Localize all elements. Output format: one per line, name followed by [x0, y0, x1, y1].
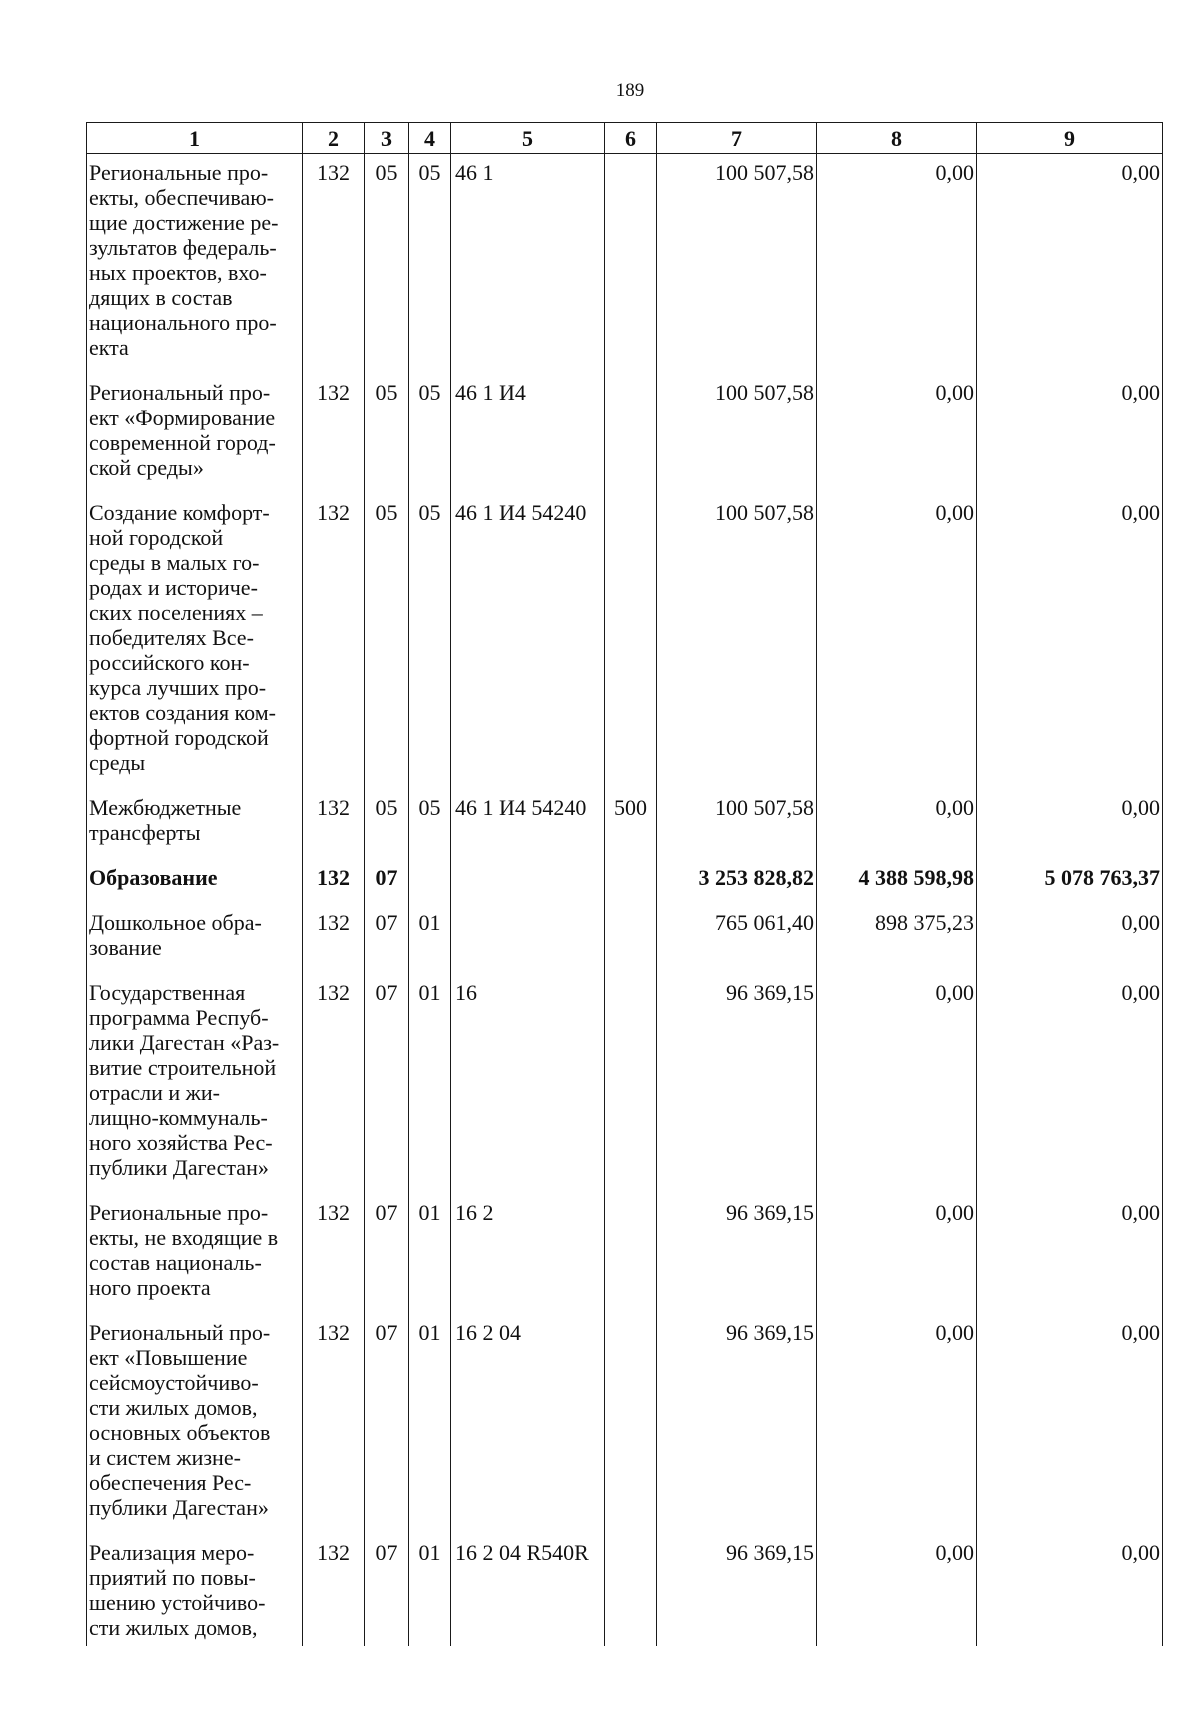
row-amount-year-1: 3 253 828,82 [657, 859, 817, 904]
row-amount-year-2: 0,00 [817, 1194, 977, 1314]
row-expense-type [605, 1314, 657, 1534]
row-subsection-code: 01 [409, 974, 451, 1194]
row-target-article: 46 1 И4 54240 [451, 494, 605, 789]
row-amount-year-3: 0,00 [977, 374, 1163, 494]
row-amount-year-1: 100 507,58 [657, 154, 817, 375]
row-amount-year-2: 0,00 [817, 789, 977, 859]
row-amount-year-3: 0,00 [977, 789, 1163, 859]
table-row [87, 1314, 1163, 1534]
row-ministry-code: 132 [303, 1534, 365, 1646]
row-amount-year-1: 100 507,58 [657, 374, 817, 494]
row-amount-year-2: 0,00 [817, 1314, 977, 1534]
row-name: Региональные про- екты, обеспечиваю- щие достижение ре- зультатов федераль- ных проектов, вхо- дящих в состав национального про- екта [87, 154, 303, 375]
row-target-article: 46 1 И4 [451, 374, 605, 494]
row-subsection-code: 05 [409, 494, 451, 789]
row-name: Межбюджетные трансферты [87, 789, 303, 859]
row-name: Создание комфорт- ной городской среды в малых го- родах и историче- ских поселениях – победителях Все- российского кон- курса лучших про- ектов создания ком- фортной городской среды [87, 494, 303, 789]
row-target-article [451, 904, 605, 974]
row-expense-type [605, 859, 657, 904]
row-expense-type [605, 154, 657, 375]
table-body [87, 154, 1163, 1647]
row-amount-year-3: 5 078 763,37 [977, 859, 1163, 904]
row-amount-year-1: 96 369,15 [657, 1194, 817, 1314]
row-subsection-code: 01 [409, 1194, 451, 1314]
row-section-code: 05 [365, 789, 409, 859]
row-target-article: 16 [451, 974, 605, 1194]
row-ministry-code: 132 [303, 1194, 365, 1314]
row-name: Региональный про- ект «Формирование современной город- ской среды» [87, 374, 303, 494]
row-amount-year-1: 765 061,40 [657, 904, 817, 974]
row-subsection-code: 01 [409, 1534, 451, 1646]
row-target-article: 16 2 04 R540R [451, 1534, 605, 1646]
row-amount-year-3: 0,00 [977, 904, 1163, 974]
header-cell: 5 [451, 123, 605, 154]
table-row [87, 789, 1163, 859]
row-expense-type [605, 1194, 657, 1314]
row-amount-year-2: 0,00 [817, 154, 977, 375]
row-subsection-code: 05 [409, 374, 451, 494]
row-ministry-code: 132 [303, 789, 365, 859]
row-name: Региональный про- ект «Повышение сейсмоустойчиво- сти жилых домов, основных объектов и систем жизне- обеспечения Рес- публики Дагестан» [87, 1314, 303, 1534]
table-row [87, 1534, 1163, 1646]
table-row [87, 154, 1163, 375]
row-expense-type: 500 [605, 789, 657, 859]
row-amount-year-3: 0,00 [977, 1534, 1163, 1646]
row-name: Государственная программа Респуб- лики Дагестан «Раз- витие строительной отрасли и жи- лищно-коммуналь- ного хозяйства Рес- публики Дагестан» [87, 974, 303, 1194]
header-cell: 9 [977, 123, 1163, 154]
row-amount-year-3: 0,00 [977, 1314, 1163, 1534]
row-target-article: 46 1 И4 54240 [451, 789, 605, 859]
row-target-article: 16 2 04 [451, 1314, 605, 1534]
row-target-article [451, 859, 605, 904]
row-name: Региональные про- екты, не входящие в состав националь- ного проекта [87, 1194, 303, 1314]
header-cell: 7 [657, 123, 817, 154]
row-expense-type [605, 904, 657, 974]
row-amount-year-2: 4 388 598,98 [817, 859, 977, 904]
row-amount-year-2: 0,00 [817, 374, 977, 494]
row-section-code: 07 [365, 1314, 409, 1534]
table-row [87, 374, 1163, 494]
row-ministry-code: 132 [303, 154, 365, 375]
header-cell: 3 [365, 123, 409, 154]
row-name: Образование [87, 859, 303, 904]
row-subsection-code [409, 859, 451, 904]
row-subsection-code: 05 [409, 789, 451, 859]
row-section-code: 05 [365, 154, 409, 375]
header-cell: 6 [605, 123, 657, 154]
table-row [87, 494, 1163, 789]
header-cell: 8 [817, 123, 977, 154]
row-expense-type [605, 374, 657, 494]
row-section-code: 07 [365, 974, 409, 1194]
row-target-article: 46 1 [451, 154, 605, 375]
row-amount-year-2: 0,00 [817, 1534, 977, 1646]
row-name: Реализация меро- приятий по повы- шению устойчиво- сти жилых домов, [87, 1534, 303, 1646]
row-expense-type [605, 1534, 657, 1646]
row-section-code: 05 [365, 374, 409, 494]
row-amount-year-1: 96 369,15 [657, 974, 817, 1194]
row-target-article: 16 2 [451, 1194, 605, 1314]
row-amount-year-3: 0,00 [977, 154, 1163, 375]
row-ministry-code: 132 [303, 904, 365, 974]
row-amount-year-3: 0,00 [977, 1194, 1163, 1314]
row-amount-year-2: 898 375,23 [817, 904, 977, 974]
header-cell: 1 [87, 123, 303, 154]
header-cell: 4 [409, 123, 451, 154]
row-amount-year-1: 96 369,15 [657, 1314, 817, 1534]
row-subsection-code: 05 [409, 154, 451, 375]
row-section-code: 07 [365, 904, 409, 974]
table-row [87, 974, 1163, 1194]
row-amount-year-2: 0,00 [817, 494, 977, 789]
row-section-code: 07 [365, 859, 409, 904]
page-number: 189 [615, 80, 645, 101]
row-section-code: 07 [365, 1534, 409, 1646]
row-amount-year-1: 100 507,58 [657, 789, 817, 859]
row-ministry-code: 132 [303, 494, 365, 789]
row-ministry-code: 132 [303, 859, 365, 904]
row-subsection-code: 01 [409, 904, 451, 974]
row-expense-type [605, 974, 657, 1194]
row-section-code: 07 [365, 1194, 409, 1314]
row-name: Дошкольное обра- зование [87, 904, 303, 974]
table-row [87, 1194, 1163, 1314]
header-row [87, 123, 1163, 154]
row-ministry-code: 132 [303, 1314, 365, 1534]
row-amount-year-3: 0,00 [977, 494, 1163, 789]
table-row [87, 904, 1163, 974]
row-ministry-code: 132 [303, 974, 365, 1194]
row-subsection-code: 01 [409, 1314, 451, 1534]
header-cell: 2 [303, 123, 365, 154]
row-section-code: 05 [365, 494, 409, 789]
budget-table [86, 122, 1163, 1646]
row-ministry-code: 132 [303, 374, 365, 494]
row-amount-year-2: 0,00 [817, 974, 977, 1194]
row-amount-year-1: 96 369,15 [657, 1534, 817, 1646]
table-row [87, 859, 1163, 904]
row-amount-year-3: 0,00 [977, 974, 1163, 1194]
row-expense-type [605, 494, 657, 789]
row-amount-year-1: 100 507,58 [657, 494, 817, 789]
